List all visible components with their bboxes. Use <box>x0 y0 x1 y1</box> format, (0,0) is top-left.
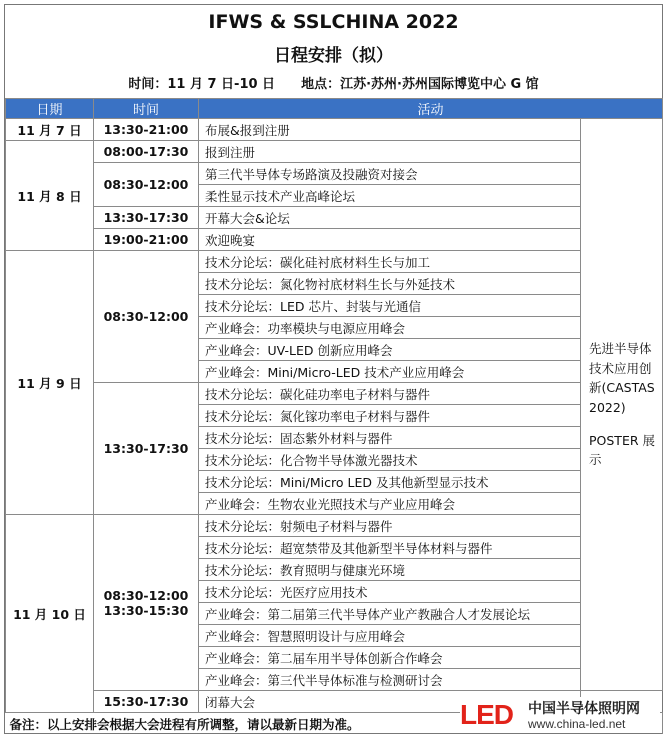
table-row <box>6 141 663 163</box>
col-header-date: 日期 <box>6 99 94 119</box>
activity-cell: 技术分论坛：氮化物衬底材料生长与外延技术 <box>199 273 581 295</box>
activity-cell: 产业峰会：第二届第三代半导体产业产教融合人才发展论坛 <box>199 603 581 625</box>
side-note-cell <box>581 119 663 691</box>
activity-cell: 报到注册 <box>199 141 581 163</box>
table-row <box>6 207 663 229</box>
side-note-poster: POSTER 展示 <box>589 432 656 468</box>
activity-cell: 技术分论坛：固态紫外材料与器件 <box>199 427 581 449</box>
table-row <box>6 163 663 185</box>
activity-cell: 技术分论坛：Mini/Micro LED 及其他新型显示技术 <box>199 471 581 493</box>
logo-site-url: www.china-led.net <box>528 717 626 731</box>
day-cell: 11 月 10 日 <box>6 515 94 713</box>
logo-site-name: 中国半导体照明网 <box>528 701 640 717</box>
activity-cell: 技术分论坛：碳化硅功率电子材料与器件 <box>199 383 581 405</box>
schedule-table <box>5 98 663 734</box>
time-cell <box>94 515 199 691</box>
activity-cell: 产业峰会：Mini/Micro-LED 技术产业应用峰会 <box>199 361 581 383</box>
col-header-time: 时间 <box>94 99 199 119</box>
activity-cell: 布展&报到注册 <box>199 119 581 141</box>
activity-cell: 产业峰会：第二届车用半导体创新合作峰会 <box>199 647 581 669</box>
activity-cell: 产业峰会：第三代半导体标准与检测研讨会 <box>199 669 581 691</box>
time-cell: 15:30-17:30 <box>94 691 199 713</box>
activity-cell: 技术分论坛：超宽禁带及其他新型半导体材料与器件 <box>199 537 581 559</box>
day-cell: 11 月 9 日 <box>6 251 94 515</box>
table-row <box>6 229 663 251</box>
time-cell: 19:00-21:00 <box>94 229 199 251</box>
activity-cell: 柔性显示技术产业高峰论坛 <box>199 185 581 207</box>
side-note-castas: 先进半导体技术应用创新(CASTAS 2022) <box>589 341 655 415</box>
activity-cell: 技术分论坛：教育照明与健康光环境 <box>199 559 581 581</box>
table-row <box>6 119 663 141</box>
time-afternoon: 13:30-15:30 <box>103 602 189 618</box>
event-title: IFWS & SSLCHINA 2022 <box>208 11 459 33</box>
time-cell: 13:30-17:30 <box>94 207 199 229</box>
activity-cell: 开幕大会&论坛 <box>199 207 581 229</box>
event-place: 地点：江苏·苏州·苏州国际博览中心 G 馆 <box>301 77 539 92</box>
time-cell: 08:00-17:30 <box>94 141 199 163</box>
time-cell: 13:30-21:00 <box>94 119 199 141</box>
schedule-subtitle: 日程安排（拟） <box>274 46 393 66</box>
activity-cell: 技术分论坛：碳化硅衬底材料生长与加工 <box>199 251 581 273</box>
col-header-activity: 活动 <box>199 99 663 119</box>
table-row <box>6 515 663 537</box>
event-time: 时间：11 月 7 日-10 日 <box>128 77 276 92</box>
activity-cell: 产业峰会：UV-LED 创新应用峰会 <box>199 339 581 361</box>
activity-cell: 闭幕大会 <box>199 691 581 713</box>
day-cell: 11 月 8 日 <box>6 141 94 251</box>
site-logo[interactable] <box>460 697 660 733</box>
time-place-line <box>5 73 662 92</box>
activity-cell: 第三代半导体专场路演及投融资对接会 <box>199 163 581 185</box>
activity-cell: 技术分论坛：氮化镓功率电子材料与器件 <box>199 405 581 427</box>
footnote: 备注：以上安排会根据大会进程有所调整，请以最新日期为准。 <box>6 713 663 735</box>
time-morning: 08:30-12:00 <box>103 587 189 603</box>
activity-cell: 技术分论坛：光医疗应用技术 <box>199 581 581 603</box>
activity-cell: 欢迎晚宴 <box>199 229 581 251</box>
table-header-row <box>6 99 663 119</box>
activity-cell: 技术分论坛：化合物半导体激光器技术 <box>199 449 581 471</box>
activity-cell: 产业峰会：生物农业光照技术与产业应用峰会 <box>199 493 581 515</box>
table-row <box>6 383 663 405</box>
activity-cell: 技术分论坛：LED 芯片、封装与光通信 <box>199 295 581 317</box>
activity-cell: 技术分论坛：射频电子材料与器件 <box>199 515 581 537</box>
time-cell: 08:30-12:00 <box>94 163 199 207</box>
time-cell: 08:30-12:00 <box>94 251 199 383</box>
table-row <box>6 251 663 273</box>
schedule-sheet <box>4 4 663 734</box>
day-cell: 11 月 7 日 <box>6 119 94 141</box>
activity-cell: 产业峰会：功率模块与电源应用峰会 <box>199 317 581 339</box>
led-logo-mark: LED <box>460 699 513 730</box>
activity-cell: 产业峰会：智慧照明设计与应用峰会 <box>199 625 581 647</box>
time-cell: 13:30-17:30 <box>94 383 199 515</box>
